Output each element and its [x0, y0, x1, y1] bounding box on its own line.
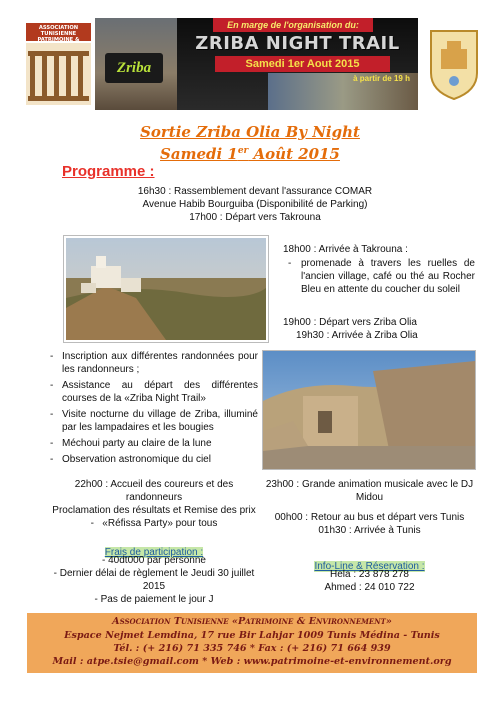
association-logo [26, 23, 91, 105]
arrival-takrouna: 18h00 : Arrivée à Takrouna : [283, 244, 408, 255]
list-item: - Visite nocturne du village de Zriba, illuminé par les lampadaires et les bougies [50, 409, 258, 433]
activities-list [50, 350, 258, 469]
fees-details: - 40dt000 par personne - Dernier délai de règlement le Jeudi 30 juillet 2015 - Pas de paiement le jour J [53, 555, 255, 605]
fees-heading: Frais de participation : [104, 547, 204, 558]
banner-subtitle: En marge de l'organisation du: [213, 18, 373, 32]
banner-title: ZRIBA NIGHT TRAIL [195, 33, 400, 54]
list-item: - Inscription aux différentes randonnées pour les randonneurs ; [50, 351, 258, 375]
programme-heading: Programme : [62, 163, 155, 180]
banner-time: à partir de 19 h [353, 74, 410, 83]
arrival-list-item: - promenade à travers les ruelles de l'ancien village, café ou thé au Rocher Bleu en attente du coucher du soleil [288, 258, 475, 295]
page-title: Sortie Zriba Olia By Night [140, 123, 360, 141]
page-date-title: Samedi 1er Août 2015 [160, 145, 340, 163]
footer-phone: Tél. : (+ 216) 71 335 746 * Fax : (+ 216) 71 664 939 [113, 643, 391, 654]
evening-left: 22h00 : Accueil des coureurs et des randonneurs Proclamation des résultats et Remise des prix - «Réfissa Party» pour tous [52, 479, 256, 529]
footer-mail-web: Mail : atpe.tsie@gmail.com * Web : www.patrimoine-et-environnement.org [52, 656, 452, 667]
schedule-top [110, 185, 400, 224]
list-item: - Méchoui party au claire de la lune [50, 438, 212, 449]
municipality-crest-icon [425, 25, 483, 103]
arrival-zriba: 19h30 : Arrivée à Zriba Olia [296, 330, 418, 341]
zriba-logo: Zriba [105, 53, 163, 83]
list-item: - Assistance au départ des différentes courses de la «Zriba Night Trail» [50, 380, 258, 404]
schedule-line: Avenue Habib Bourguiba (Disponibilité de Parking) [142, 199, 368, 210]
banner-date: Samedi 1er Aout 2015 [215, 56, 390, 72]
takrouna-photo [64, 236, 268, 342]
schedule-line: 17h00 : Départ vers Takrouna [189, 212, 321, 223]
zriba-olia-photo [262, 350, 476, 470]
aqueduct-icon [26, 43, 91, 105]
footer-contact-box [27, 613, 477, 673]
departure-zriba: 19h00 : Départ vers Zriba Olia [283, 317, 417, 328]
association-logo-text: ASSOCIATION TUNISIENNE PATRIMOINE & [26, 23, 91, 41]
footer-address: Espace Nejmet Lemdina, 17 rue Bir Lahjar 1009 Tunis Médina - Tunis [64, 630, 440, 641]
contact-numbers: Hela : 23 878 278 Ahmed : 24 010 722 [324, 569, 415, 593]
info-line-heading: Info-Line & Réservation : [314, 561, 425, 572]
list-item: - Observation astronomique du ciel [50, 454, 211, 465]
evening-right: 23h00 : Grande animation musicale avec le DJ Midou 00h00 : Retour au bus et départ vers Tunis 01h30 : Arrivée à Tunis [265, 479, 474, 536]
schedule-line: 16h30 : Rassemblement devant l'assurance COMAR [137, 186, 373, 197]
zriba-night-trail-banner [95, 18, 418, 110]
footer-association-name: Association Tunisienne «Patrimoine & Environnement» [112, 616, 392, 627]
